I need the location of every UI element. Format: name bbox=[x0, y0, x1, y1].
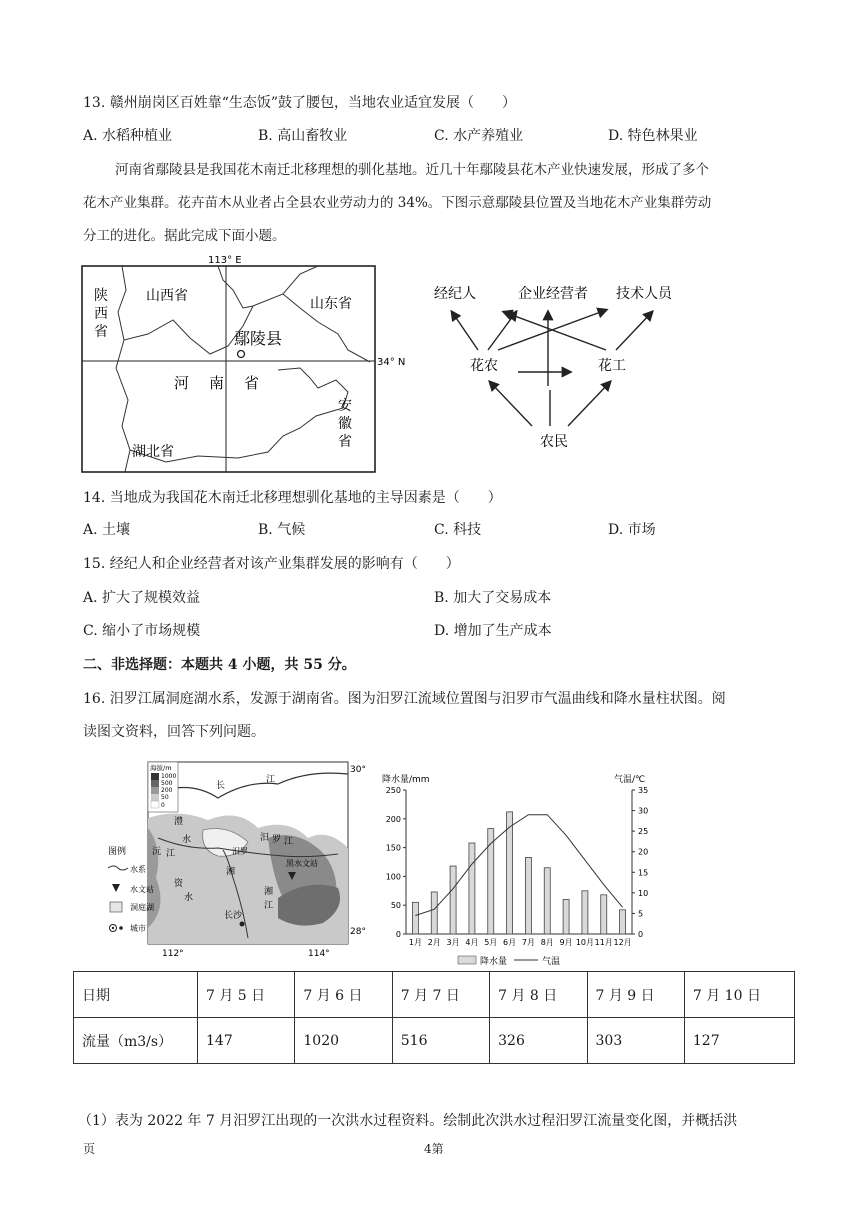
map1-province-shaanxi-2: 西 bbox=[94, 306, 108, 322]
x-tick-label: 12月 bbox=[613, 938, 632, 947]
footer-page-number: 4第 bbox=[424, 1142, 444, 1156]
y2-tick-label: 25 bbox=[638, 827, 649, 837]
x-tick-label: 8月 bbox=[540, 938, 554, 947]
chart-bars bbox=[412, 812, 625, 934]
map2-label-mi: 汨 bbox=[260, 833, 270, 843]
map1-province-shandong: 山东省 bbox=[310, 296, 352, 312]
precip-bar bbox=[488, 829, 494, 934]
map2-lon-right: 114° bbox=[308, 949, 330, 959]
map2-label-zi-shui: 水 bbox=[184, 893, 194, 903]
map1-province-shaanxi-3: 省 bbox=[94, 324, 108, 340]
map2-label-shui: 水 bbox=[182, 835, 192, 845]
miluo-basin-map bbox=[108, 758, 368, 960]
x-tick-label: 5月 bbox=[484, 938, 498, 947]
section-2-heading: 二、非选择题：本题共 4 小题，共 55 分。 bbox=[83, 657, 356, 673]
y-tick-label: 200 bbox=[385, 814, 401, 824]
legend-river-icon bbox=[108, 866, 128, 870]
q15-option-d: D. 增加了生产成本 bbox=[434, 623, 552, 639]
y2-tick-label: 0 bbox=[638, 930, 644, 939]
x-tick-label: 7月 bbox=[521, 938, 535, 947]
precip-bar bbox=[507, 812, 513, 934]
x-tick-label: 3月 bbox=[446, 938, 460, 947]
map2-label-luo: 罗 bbox=[272, 835, 282, 845]
map2-label-xiang: 湘 bbox=[226, 867, 236, 877]
q16-sub1: （1）表为 2022 年 7 月汨罗江出现的一次洪水过程资料。绘制此次洪水过程汨罗江流量变化图，并概括洪 bbox=[78, 1113, 738, 1129]
elev-swatch-500 bbox=[151, 780, 159, 787]
legend-lake-icon bbox=[110, 902, 122, 912]
precip-bar bbox=[450, 866, 456, 934]
elev-label-200: 200 bbox=[161, 787, 173, 794]
y2-tick-label: 30 bbox=[638, 806, 649, 816]
map1-border-shaanxi bbox=[116, 266, 130, 472]
map2-changsha-dot bbox=[240, 922, 245, 927]
legend-precip-swatch bbox=[458, 956, 476, 964]
elev-label-0: 0 bbox=[161, 802, 165, 809]
map2-elevation-title: 海拔/m bbox=[150, 764, 172, 772]
chart-y-label: 降水量/mm bbox=[382, 775, 430, 785]
elev-label-1000: 1000 bbox=[161, 773, 177, 780]
map1-border-east bbox=[278, 368, 310, 378]
table-header-cell: 日期 bbox=[74, 972, 198, 1018]
elev-swatch-0 bbox=[151, 801, 159, 808]
map1-province-hubei: 湖北省 bbox=[132, 444, 174, 460]
table-cell: 516 bbox=[392, 1018, 489, 1064]
table-header-cell: 7 月 7 日 bbox=[392, 972, 489, 1018]
map1-province-shanxi: 山西省 bbox=[146, 288, 188, 304]
q13-option-a: A. 水稻种植业 bbox=[83, 128, 173, 144]
diagram-broker: 经纪人 bbox=[434, 286, 476, 302]
y2-tick-label: 35 bbox=[638, 786, 649, 795]
table-cell: 303 bbox=[587, 1018, 684, 1064]
map2-label-yuan-jiang: 江 bbox=[166, 849, 176, 859]
legend-city-icon-inner bbox=[112, 927, 114, 929]
table-header-cell: 7 月 5 日 bbox=[198, 972, 295, 1018]
elev-label-500: 500 bbox=[161, 780, 173, 787]
precip-bar bbox=[620, 910, 626, 934]
precip-bar bbox=[469, 843, 475, 934]
map2-lat-bottom: 28° bbox=[350, 927, 366, 937]
precip-bar bbox=[582, 891, 588, 934]
legend-station-label: 水文站 bbox=[130, 885, 154, 894]
climate-chart bbox=[378, 768, 668, 968]
yanling-location-map bbox=[78, 250, 418, 475]
arrow-worker-to-technician bbox=[616, 312, 652, 350]
intro-line-2: 花木产业集群。花卉苗木从业者占全县农业劳动力的 34%。下图示意鄢陵县位置及当地花木产业集群劳动 bbox=[83, 195, 712, 211]
y-tick-label: 100 bbox=[385, 872, 401, 882]
table-header-cell: 7 月 10 日 bbox=[684, 972, 794, 1018]
map1-province-henan: 河南省 bbox=[174, 374, 280, 392]
footer-left: 页 bbox=[83, 1142, 96, 1156]
diagram-technician: 技术人员 bbox=[616, 286, 672, 302]
x-tick-label: 10月 bbox=[575, 938, 595, 947]
y2-tick-label: 15 bbox=[638, 868, 649, 878]
map2-label-li: 澧 bbox=[174, 817, 184, 827]
map1-border-hebei bbox=[218, 266, 253, 308]
legend-city-label: 城市 bbox=[130, 924, 146, 933]
map2-label-yuan: 沅 bbox=[152, 847, 162, 857]
y-tick-label: 150 bbox=[385, 843, 401, 853]
map2-label-station: 黑水文站 bbox=[286, 859, 318, 868]
elev-swatch-1000 bbox=[151, 773, 159, 780]
precip-bar bbox=[601, 895, 607, 934]
diagram-farmer: 农民 bbox=[540, 434, 568, 450]
precip-bar bbox=[544, 868, 550, 934]
map1-county-label: 鄢陵县 bbox=[234, 329, 283, 348]
q14-option-a: A. 土壤 bbox=[83, 522, 131, 538]
intro-line-3: 分工的进化。据此完成下面小题。 bbox=[83, 228, 286, 244]
flow-table bbox=[73, 971, 795, 1064]
map1-longitude-label: 113° E bbox=[208, 255, 242, 266]
q14-option-b: B. 气候 bbox=[258, 522, 306, 538]
diagram-flower-farmer: 花农 bbox=[470, 358, 498, 374]
table-cell: 147 bbox=[198, 1018, 295, 1064]
arrow-worker-to-broker bbox=[504, 312, 606, 350]
table-header-cell: 7 月 6 日 bbox=[295, 972, 392, 1018]
x-tick-label: 11月 bbox=[594, 938, 613, 947]
map2-label-changsha: 长沙 bbox=[224, 911, 243, 921]
table-header-row bbox=[74, 972, 795, 1018]
chart-axes bbox=[406, 790, 632, 934]
q13-option-d: D. 特色林果业 bbox=[608, 128, 698, 144]
x-tick-label: 1月 bbox=[408, 938, 422, 947]
x-tick-label: 2月 bbox=[427, 938, 441, 947]
chart-ticks bbox=[386, 786, 648, 947]
elev-swatch-200 bbox=[151, 787, 159, 794]
map2-label-jiang: 江 bbox=[266, 775, 276, 785]
arrow-villager-to-flower-farmer bbox=[490, 382, 532, 426]
map2-label-xiang-jiang: 江 bbox=[264, 901, 274, 911]
map1-province-anhui-1: 安 bbox=[338, 398, 352, 414]
map2-label-zi: 资 bbox=[174, 879, 184, 889]
map2-label-miluo: 汨罗 bbox=[232, 847, 248, 856]
map1-county-marker bbox=[238, 351, 245, 358]
table-row bbox=[74, 1018, 795, 1064]
q15-stem: 15. 经纪人和企业经营者对该产业集群发展的影响有（ ） bbox=[83, 556, 460, 572]
map2-label-xiang-2: 湘 bbox=[264, 887, 274, 897]
y2-tick-label: 5 bbox=[638, 909, 644, 919]
legend-temp-label: 气温 bbox=[542, 957, 561, 967]
q14-stem: 14. 当地成为我国花木南迁北移理想驯化基地的主导因素是（ ） bbox=[83, 490, 502, 506]
legend-lake-label: 洞庭湖 bbox=[130, 903, 154, 912]
x-tick-label: 4月 bbox=[465, 938, 479, 947]
diagram-flower-worker: 花工 bbox=[598, 358, 626, 374]
precip-bar bbox=[412, 902, 418, 934]
y-tick-label: 0 bbox=[395, 930, 401, 939]
labor-division-diagram bbox=[420, 278, 695, 458]
precip-bar bbox=[431, 892, 437, 934]
y-tick-label: 50 bbox=[390, 901, 401, 911]
y2-tick-label: 20 bbox=[638, 847, 649, 857]
q13-option-b: B. 高山畜牧业 bbox=[258, 128, 348, 144]
intro-line-1: 河南省鄢陵县是我国花木南迁北移理想的驯化基地。近几十年鄢陵县花木产业快速发展，形成了多个 bbox=[115, 162, 709, 178]
diagram-entrepreneur: 企业经营者 bbox=[518, 286, 588, 302]
map1-latitude-label: 34° N bbox=[377, 357, 406, 368]
q15-option-c: C. 缩小了市场规模 bbox=[83, 623, 201, 639]
table-cell: 326 bbox=[490, 1018, 587, 1064]
q16-line-1: 16. 汨罗江属洞庭湖水系，发源于湖南省。图为汨罗江流域位置图与汨罗市气温曲线和降水量柱状图。阅 bbox=[83, 691, 726, 707]
map2-label-chang: 长 bbox=[216, 781, 226, 791]
chart-legend bbox=[458, 955, 560, 967]
elev-swatch-50 bbox=[151, 794, 159, 801]
y-tick-label: 250 bbox=[385, 786, 401, 795]
y2-tick-label: 10 bbox=[638, 888, 649, 898]
map2-lon-left: 112° bbox=[162, 949, 184, 959]
table-header-cell: 7 月 9 日 bbox=[587, 972, 684, 1018]
q16-line-2: 读图文资料，回答下列问题。 bbox=[83, 724, 265, 740]
q15-option-b: B. 加大了交易成本 bbox=[434, 590, 552, 606]
legend-river-label: 水系 bbox=[130, 865, 146, 874]
q15-option-a: A. 扩大了规模效益 bbox=[83, 590, 201, 606]
precip-bar bbox=[563, 899, 569, 934]
legend-city-icon-dot bbox=[119, 926, 123, 930]
table-cell: 127 bbox=[684, 1018, 794, 1064]
map1-province-anhui-3: 省 bbox=[338, 434, 352, 450]
precip-bar bbox=[525, 857, 531, 934]
map1-border-shanxi bbox=[124, 266, 318, 354]
q14-option-d: D. 市场 bbox=[608, 522, 656, 538]
legend-precip-label: 降水量 bbox=[480, 957, 508, 967]
table-header-cell: 7 月 8 日 bbox=[490, 972, 587, 1018]
map1-province-shaanxi-1: 陕 bbox=[94, 288, 108, 304]
map2-label-river-jiang: 江 bbox=[284, 837, 294, 847]
map2-lat-top: 30° bbox=[350, 765, 366, 775]
table-cell: 1020 bbox=[295, 1018, 392, 1064]
chart-y2-label: 气温/℃ bbox=[614, 775, 646, 785]
x-tick-label: 6月 bbox=[503, 938, 517, 947]
chart-temperature-line bbox=[415, 815, 622, 916]
arrow-farmer-to-broker bbox=[452, 312, 478, 350]
q14-option-c: C. 科技 bbox=[434, 522, 482, 538]
elev-label-50: 50 bbox=[161, 794, 169, 801]
x-tick-label: 9月 bbox=[559, 938, 573, 947]
q13-stem: 13. 赣州崩岗区百姓靠“生态饭”鼓了腰包，当地农业适宜发展（ ） bbox=[83, 95, 517, 111]
map2-legend-title: 图例 bbox=[108, 847, 127, 857]
q13-option-c: C. 水产养殖业 bbox=[434, 128, 524, 144]
map1-province-anhui-2: 徽 bbox=[338, 416, 352, 432]
table-row-label: 流量（m3/s） bbox=[74, 1018, 198, 1064]
legend-station-icon bbox=[112, 884, 120, 892]
arrow-villager-to-worker bbox=[568, 382, 610, 426]
